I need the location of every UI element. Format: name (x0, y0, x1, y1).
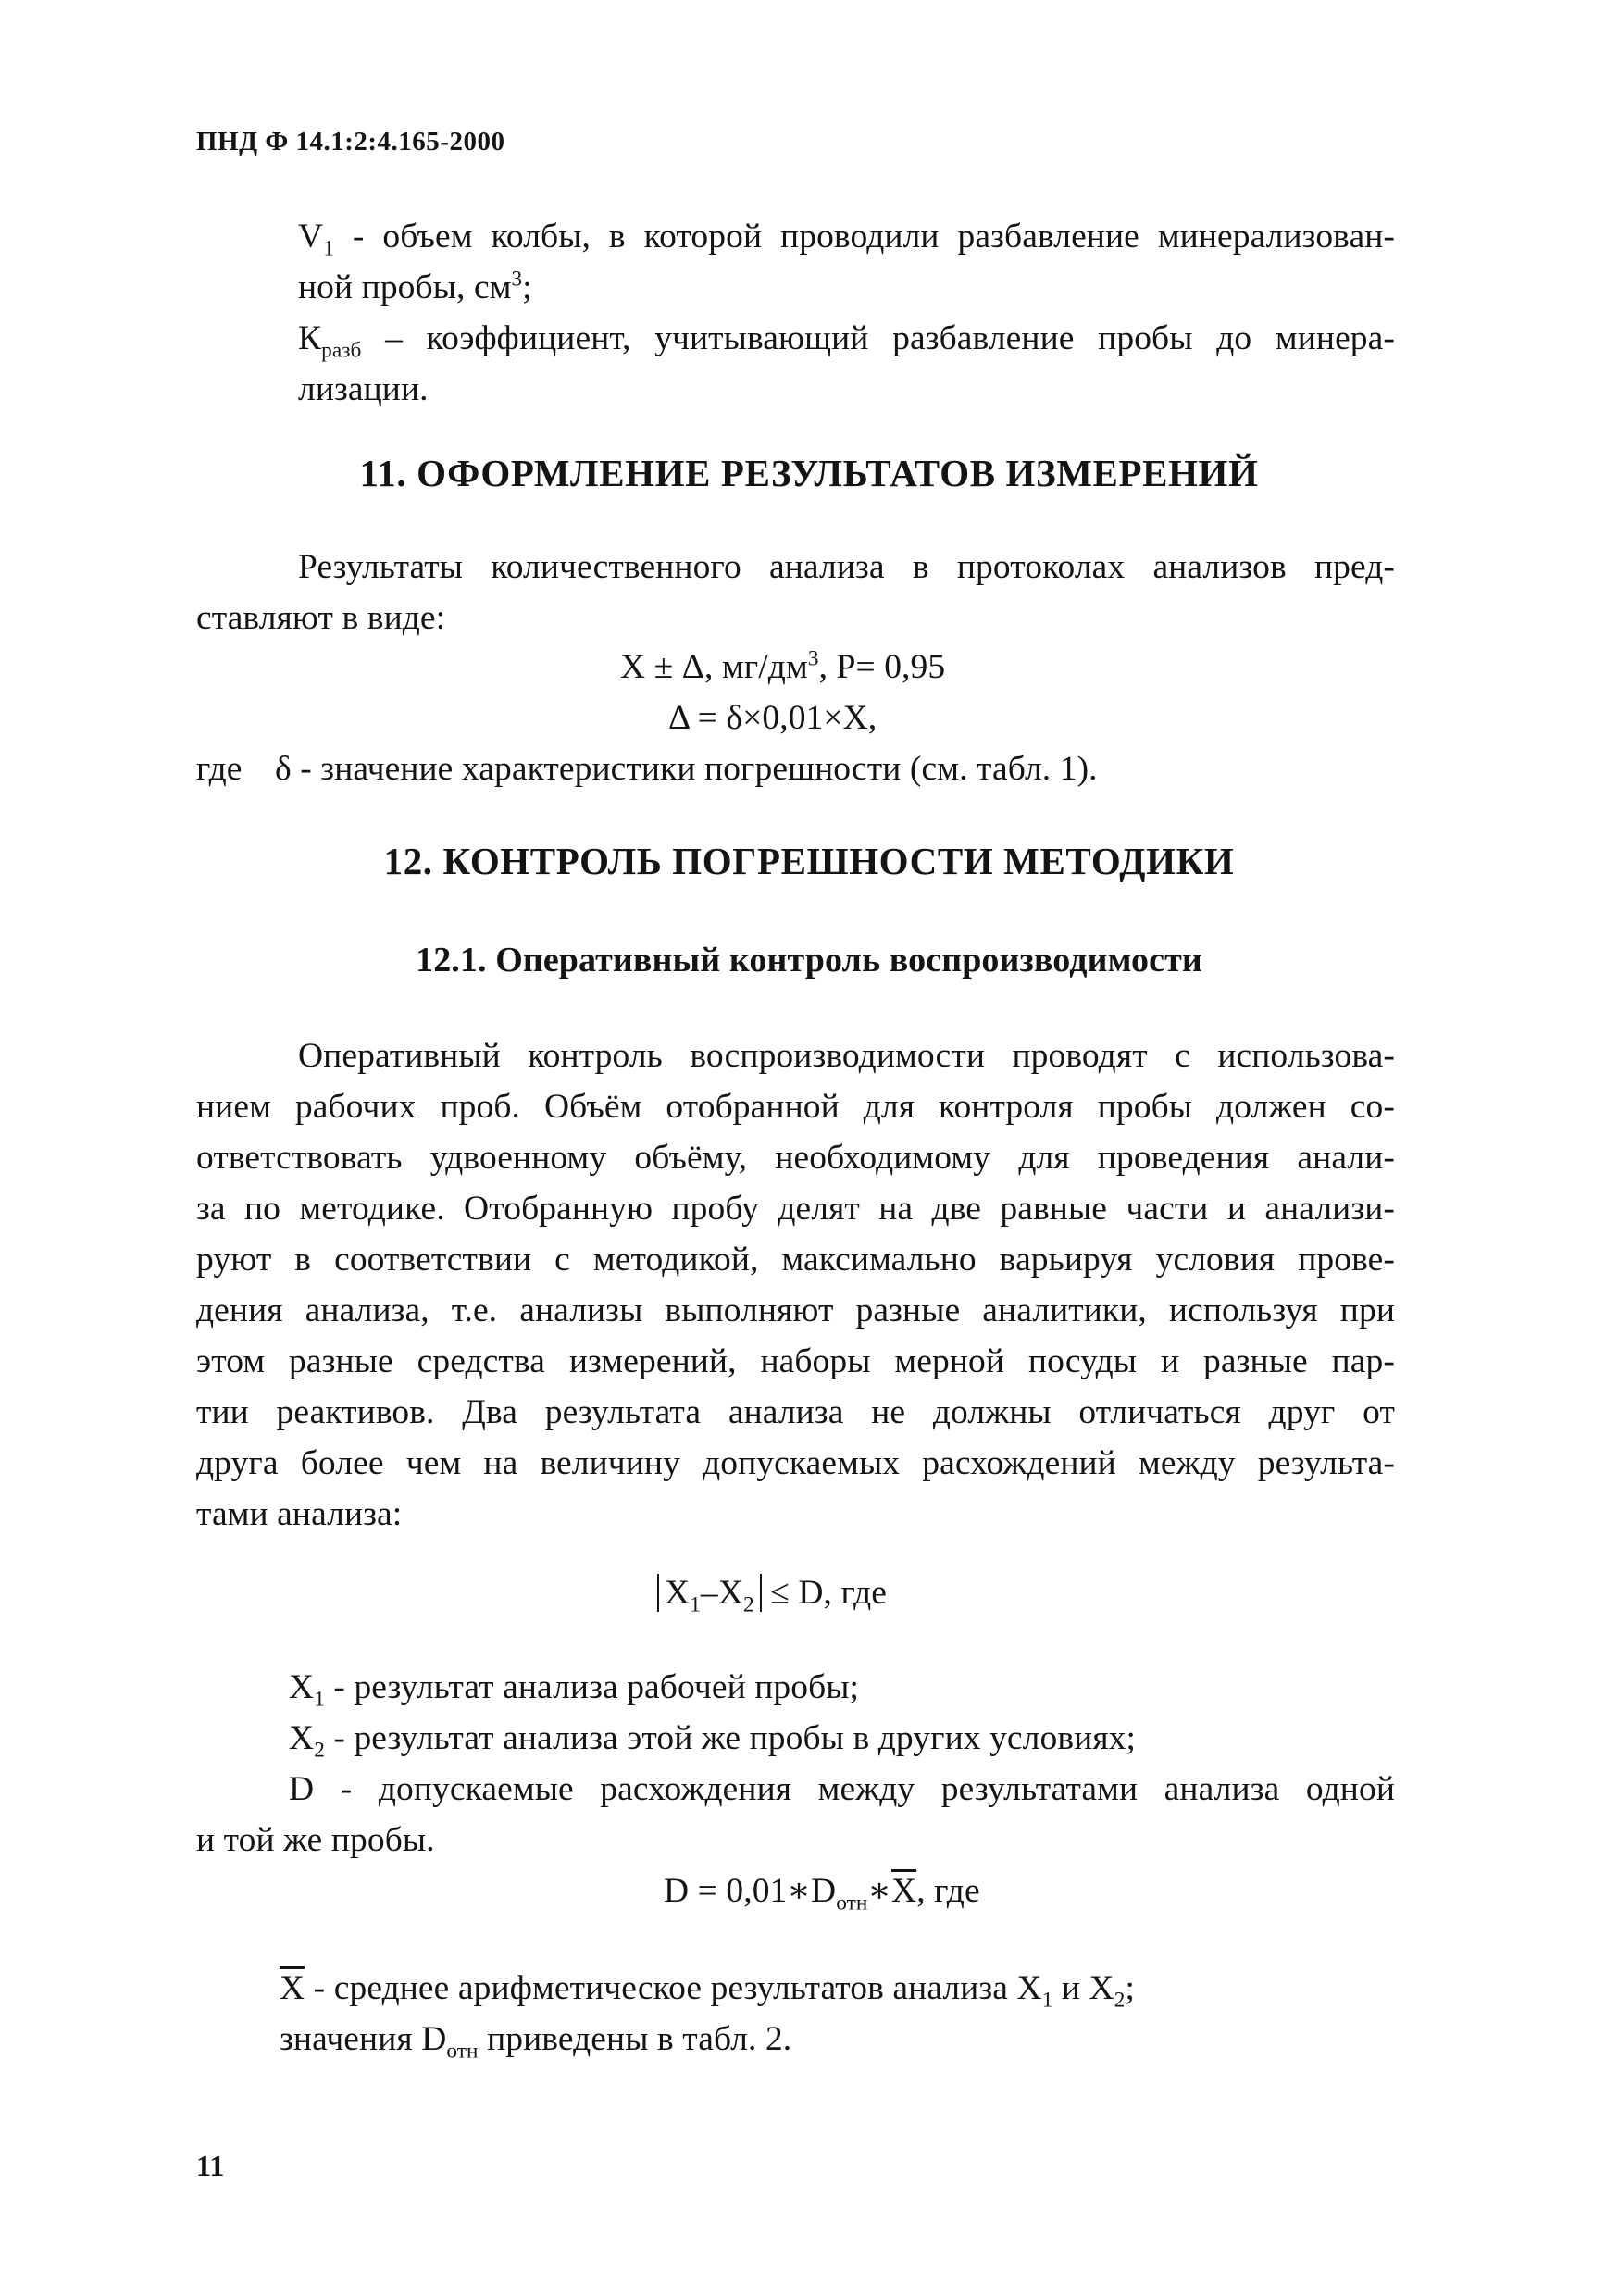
paragraph-line: тии реактивов. Два результата анализа не должны отличаться друг от (196, 1393, 1395, 1431)
definition-v1-line2 (298, 267, 532, 308)
definition-k-line1 (298, 318, 1395, 363)
section-12-1-title: 12.1. Оперативный контроль воспроизводимости (416, 941, 1202, 980)
delta-definition: δ - значение характеристики погрешности (см. табл. 1). (275, 750, 1098, 788)
formula-d-sub: отн (836, 1890, 868, 1915)
v1-sup: 3 (511, 267, 523, 292)
xbar-sub1: 1 (1041, 1988, 1053, 2013)
inequality-rest: ≤ D, где (761, 1574, 888, 1612)
k-subscript: разб (321, 338, 362, 363)
v1-end: ; (522, 268, 532, 306)
v1-text: - объем колбы, в которой проводили разбавление минерализован- (333, 218, 1395, 256)
d-definition-line1: D - допускаемые расхождения между результатами анализа одной (289, 1770, 1395, 1808)
x2-sub: 2 (742, 1592, 754, 1617)
x1-def-symbol: Х (289, 1668, 315, 1706)
document-code: ПНД Ф 14.1:2:4.165-2000 (196, 127, 505, 156)
x1-def-text: - результат анализа рабочей пробы; (324, 1668, 860, 1706)
x1-definition (289, 1666, 860, 1712)
formula-delta: Δ = δ×0,01×Х, (668, 699, 877, 737)
x1-sub: 1 (690, 1592, 701, 1617)
minus-sign: – (700, 1574, 718, 1612)
x1-symbol: Х (665, 1574, 691, 1612)
formula-result (620, 646, 945, 688)
xbar-and: и Х (1052, 1969, 1114, 2007)
where-label: где (196, 750, 243, 788)
paragraph-line: тами анализа: (196, 1495, 403, 1533)
formula-inequality (657, 1572, 888, 1617)
xbar-end: ; (1125, 1969, 1136, 2007)
dotn-text: значения D (280, 2020, 447, 2058)
v1-subscript: 1 (323, 236, 334, 261)
formula-result-probability: , P= 0,95 (818, 648, 946, 686)
paragraph-line: Оперативный контроль воспроизводимости проводят с использова- (298, 1037, 1395, 1075)
formula-result-main: Х ± Δ, мг/дм (620, 648, 808, 686)
k-text: – коэффициент, учитывающий разбавление пробы до минера- (361, 319, 1395, 357)
definition-v1-line1 (298, 216, 1395, 261)
d-definition-line2: и той же пробы. (196, 1821, 435, 1859)
section-11-paragraph-line2: ставляют в виде: (196, 599, 446, 637)
paragraph-line: за по методике. Отобранную пробу делят на две равные части и анализи- (196, 1190, 1395, 1228)
paragraph-line: руют в соответствии с методикой, максимально варьируя условия прове- (196, 1241, 1395, 1279)
formula-d-times: ∗ (867, 1872, 892, 1910)
section-12-title: 12. КОНТРОЛЬ ПОГРЕШНОСТИ МЕТОДИКИ (383, 840, 1235, 882)
formula-result-sup: 3 (807, 646, 819, 671)
dotn-rest: приведены в табл. 2. (478, 2020, 792, 2058)
formula-d-xbar: Х (891, 1872, 917, 1910)
section-11-title: 11. ОФОРМЛЕНИЕ РЕЗУЛЬТАТОВ ИЗМЕРЕНИЙ (359, 452, 1259, 494)
x2-definition (289, 1717, 1137, 1763)
formula-d-main: D = 0,01∗D (664, 1872, 837, 1910)
xbar-text: - среднее арифметическое результатов анализа Х (305, 1969, 1042, 2007)
formula-d-where: , где (916, 1872, 980, 1910)
x2-def-symbol: Х (289, 1719, 315, 1757)
formula-d (664, 1870, 980, 1915)
paragraph-line: этом разные средства измерений, наборы мерной посуды и разные пар- (196, 1342, 1395, 1380)
v1-symbol: V (298, 218, 324, 256)
paragraph-line: друга более чем на величину допускаемых расхождений между результа- (196, 1444, 1395, 1482)
paragraph-line: дения анализа, т.е. анализы выполняют разные аналитики, используя при (196, 1292, 1395, 1329)
definition-k-line2: лизации. (298, 370, 429, 408)
xbar-sub2: 2 (1114, 1988, 1126, 2013)
dotn-sub: отн (446, 2039, 479, 2064)
x2-def-text: - результат анализа этой же пробы в других условиях; (324, 1719, 1137, 1757)
paragraph-line: ответствовать удвоенному объёму, необходимому для проведения анали- (196, 1139, 1395, 1177)
dotn-reference (280, 2018, 792, 2064)
v1-cont: ной пробы, см (298, 268, 512, 306)
section-11-paragraph-line1: Результаты количественного анализа в протоколах анализов пред- (298, 548, 1395, 586)
x1-def-sub: 1 (314, 1687, 325, 1712)
abs-value (657, 1574, 762, 1617)
k-symbol: К (298, 319, 322, 357)
xbar-symbol: Х (280, 1969, 305, 2007)
xbar-definition (280, 1967, 1136, 2013)
x2-def-sub: 2 (314, 1738, 325, 1763)
paragraph-line: нием рабочих проб. Объём отобранной для контроля пробы должен со- (196, 1088, 1395, 1126)
page-number: 11 (196, 2149, 225, 2182)
x2-symbol: Х (717, 1574, 743, 1612)
